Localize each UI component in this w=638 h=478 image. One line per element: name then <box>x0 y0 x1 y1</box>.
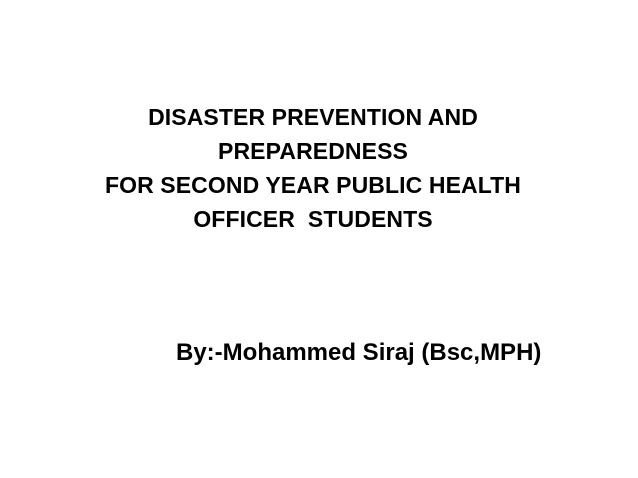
title-line-4: OFFICER STUDENTS <box>193 206 433 232</box>
author-byline: By:-Mohammed Siraj (Bsc,MPH) <box>176 339 542 366</box>
slide-title <box>0 100 626 236</box>
title-line-2: PREPAREDNESS <box>218 138 408 164</box>
title-line-3: FOR SECOND YEAR PUBLIC HEALTH <box>104 172 522 198</box>
title-line-1: DISASTER PREVENTION AND <box>148 104 478 130</box>
